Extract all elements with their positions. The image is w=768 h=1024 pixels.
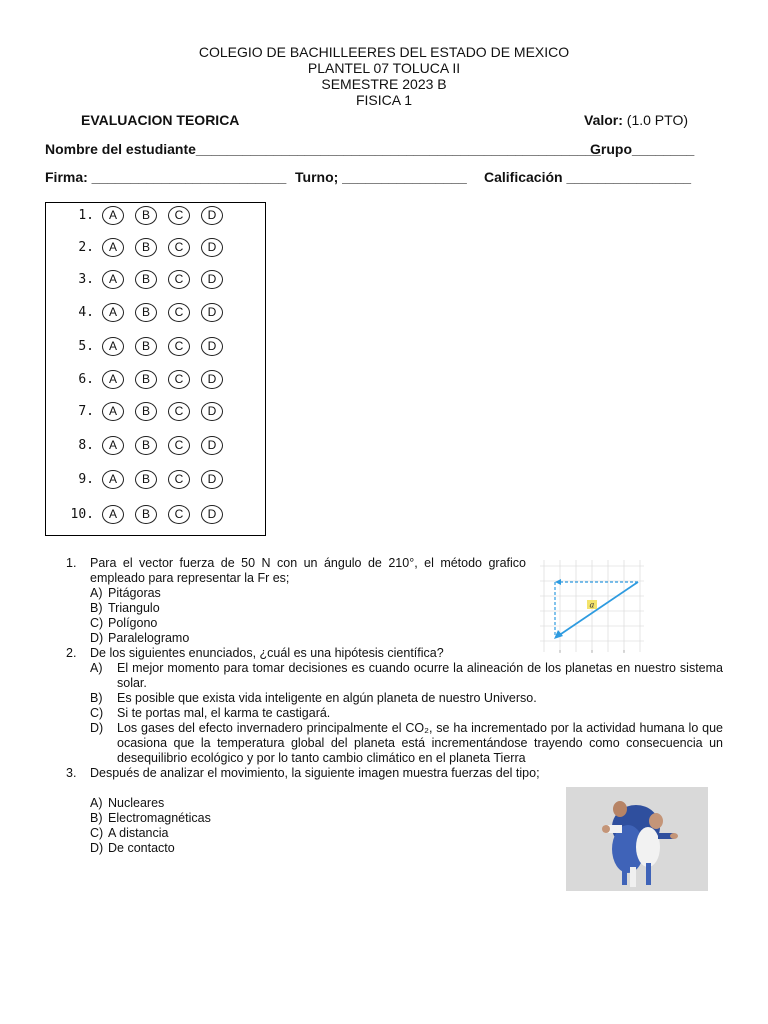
question-stem (66, 556, 526, 586)
answer-bubble[interactable]: D (201, 436, 223, 455)
grade-field[interactable]: Calificación ________________ (484, 169, 692, 185)
answer-bubble[interactable]: B (135, 370, 157, 389)
option-text: Los gases del efecto invernadero principalmente el CO₂, se ha incrementado por la actividad humana lo que ocasiona que la temperatura global del planeta está incrementándose trayendo como consecuencia un desequilibrio ecológico y por lo tanto cambio climático en el planeta Tierra (117, 721, 723, 765)
answer-bubble[interactable]: A (102, 370, 124, 389)
option-text: El mejor momento para tomar decisiones es cuando ocurre la alineación de los planetas en nuestro sistema solar. (117, 661, 723, 690)
answer-bubble[interactable]: C (168, 436, 190, 455)
answer-number: 6. (78, 371, 94, 387)
shift-field[interactable]: Turno; ________________ (295, 169, 467, 185)
question (66, 646, 723, 766)
question-text: De los siguientes enunciados, ¿cuál es una hipótesis científica? (90, 646, 444, 660)
value-amount: (1.0 PTO) (626, 112, 688, 128)
option-letter: A) (90, 661, 103, 675)
answer-bubble[interactable]: A (102, 402, 124, 421)
answer-bubble[interactable]: B (135, 337, 157, 356)
answer-option[interactable] (90, 706, 723, 721)
answer-bubble[interactable]: B (135, 470, 157, 489)
answer-number: 1. (78, 207, 94, 223)
student-name-field[interactable]: Nombre del estudiante____________________________________________________ (45, 141, 601, 157)
answer-bubble[interactable]: A (102, 206, 124, 225)
question-text: Después de analizar el movimiento, la siguiente imagen muestra fuerzas del tipo; (90, 766, 540, 780)
answer-bubble[interactable]: A (102, 303, 124, 322)
option-text: De contacto (108, 841, 175, 855)
answer-bubble[interactable]: B (135, 402, 157, 421)
answer-option[interactable] (90, 586, 526, 601)
judo-photo (566, 787, 708, 891)
answer-bubble[interactable]: D (201, 337, 223, 356)
campus-name: PLANTEL 07 TOLUCA II (307, 60, 461, 76)
axis-ticks (560, 650, 624, 653)
answer-bubble[interactable]: B (135, 303, 157, 322)
answer-option[interactable] (90, 616, 526, 631)
vector-label: a (589, 600, 595, 610)
answer-row (46, 367, 234, 391)
answer-number: 9. (78, 471, 94, 487)
answer-bubble[interactable]: A (102, 470, 124, 489)
option-text: Paralelogramo (108, 631, 190, 645)
option-letter: A) (90, 586, 103, 600)
answer-bubble[interactable]: C (168, 402, 190, 421)
option-text: A distancia (108, 826, 169, 840)
answer-number: 4. (78, 304, 94, 320)
answer-bubble[interactable]: A (102, 337, 124, 356)
answer-row (46, 334, 234, 358)
answer-option[interactable] (90, 601, 526, 616)
answer-bubble[interactable]: D (201, 470, 223, 489)
option-letter: B) (90, 811, 103, 825)
option-letter: C) (90, 826, 104, 840)
subject: FISICA 1 (355, 92, 413, 108)
question-text: Para el vector fuerza de 50 N con un ángulo de 210°, el método grafico empleado para representar la Fr es; (90, 556, 526, 585)
school-header (0, 44, 768, 108)
option-letter: D) (90, 841, 104, 855)
option-letter: D) (90, 631, 104, 645)
exam-value (584, 112, 688, 128)
option-text: Es posible que exista vida inteligente en algún planeta de nuestro Universo. (117, 691, 537, 705)
answer-option[interactable] (90, 661, 723, 691)
answer-bubble[interactable]: C (168, 370, 190, 389)
question-number: 1. (66, 556, 77, 570)
answer-number: 7. (78, 403, 94, 419)
answer-bubble[interactable]: C (168, 337, 190, 356)
answer-bubble[interactable]: C (168, 238, 190, 257)
option-letter: A) (90, 796, 103, 810)
answer-number: 5. (78, 338, 94, 354)
answer-number: 10. (70, 506, 94, 522)
answer-bubble[interactable]: D (201, 238, 223, 257)
option-letter: D) (90, 721, 104, 735)
value-label: Valor: (584, 112, 623, 128)
option-text: Nucleares (108, 796, 165, 810)
answer-bubble[interactable]: D (201, 206, 223, 225)
answer-bubble[interactable]: A (102, 270, 124, 289)
answer-bubble[interactable]: C (168, 505, 190, 524)
answer-row (46, 433, 234, 457)
answer-number: 3. (78, 271, 94, 287)
answer-bubble[interactable]: B (135, 270, 157, 289)
option-text: Electromagnéticas (108, 811, 211, 825)
question (66, 556, 526, 646)
answer-row (46, 300, 234, 324)
answer-bubble[interactable]: C (168, 470, 190, 489)
answer-bubble[interactable]: B (135, 505, 157, 524)
answer-option[interactable] (90, 721, 723, 766)
answer-bubble[interactable]: D (201, 270, 223, 289)
answer-bubble[interactable]: D (201, 303, 223, 322)
option-letter: C) (90, 616, 104, 630)
school-name: COLEGIO DE BACHILLEERES DEL ESTADO DE MEXICO (198, 44, 570, 60)
answer-bubble[interactable]: D (201, 505, 223, 524)
vector-diagram (536, 556, 644, 656)
answer-bubble[interactable]: C (168, 206, 190, 225)
group-field[interactable]: Grupo________ (590, 141, 695, 157)
option-text: Si te portas mal, el karma te castigará. (117, 706, 331, 720)
answer-bubble[interactable]: B (135, 436, 157, 455)
answer-number: 8. (78, 437, 94, 453)
horizontal-arrowhead (555, 579, 561, 585)
answer-row (46, 203, 234, 227)
option-letter: C) (90, 706, 104, 720)
signature-field[interactable]: Firma: _________________________ (45, 169, 287, 185)
resultant-vector (558, 582, 638, 636)
question-number: 3. (66, 766, 77, 780)
answer-row (46, 502, 234, 526)
answer-option[interactable] (90, 691, 723, 706)
answer-row (46, 267, 234, 291)
answer-bubble[interactable]: B (135, 206, 157, 225)
answer-bubble[interactable]: C (168, 303, 190, 322)
answer-bubble[interactable]: D (201, 370, 223, 389)
answer-number: 2. (78, 239, 94, 255)
answer-bubble[interactable]: A (102, 436, 124, 455)
question-number: 2. (66, 646, 77, 660)
option-letter: B) (90, 691, 103, 705)
answer-bubble[interactable]: A (102, 505, 124, 524)
answer-row (46, 467, 234, 491)
answer-row (46, 399, 234, 423)
answer-sheet (45, 202, 266, 536)
answer-bubble[interactable]: D (201, 402, 223, 421)
question-stem (66, 766, 723, 781)
option-text: Triangulo (108, 601, 160, 615)
answer-row (46, 235, 234, 259)
answer-bubble[interactable]: B (135, 238, 157, 257)
answer-bubble[interactable]: C (168, 270, 190, 289)
semester: SEMESTRE 2023 B (321, 76, 447, 92)
answer-option[interactable] (90, 631, 526, 646)
option-text: Polígono (108, 616, 158, 630)
option-text: Pitágoras (108, 586, 161, 600)
answer-bubble[interactable]: A (102, 238, 124, 257)
exam-title: EVALUACION TEORICA (81, 112, 240, 128)
option-letter: B) (90, 601, 103, 615)
